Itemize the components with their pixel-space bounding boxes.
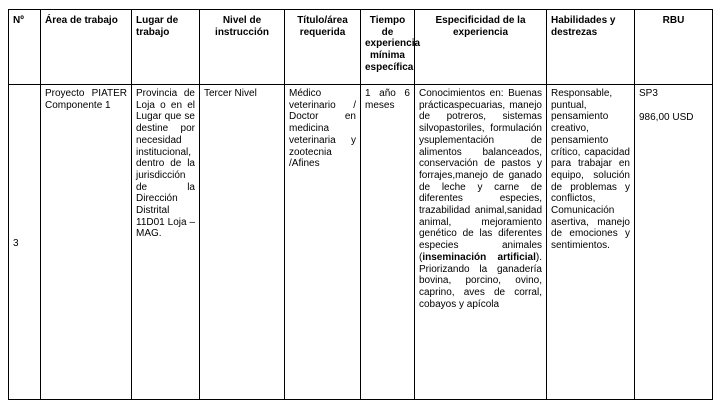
requirements-table <box>8 9 713 400</box>
header-area-trabajo: Área de trabajo <box>41 10 132 85</box>
header-habilidades: Habilidades y destrezas <box>547 10 635 85</box>
header-especificidad: Especificidad de la experiencia <box>415 10 547 85</box>
header-tiempo-experiencia: Tiempo de experiencia mínima específica <box>361 10 415 85</box>
header-row <box>9 10 713 85</box>
cell-rbu <box>635 85 713 400</box>
cell-numero: 3 <box>9 85 41 400</box>
experiencia-text-end: ). Priorizando la ganadería bovina, porcino, ovino, caprino, aves de corral, cobayos y apícola <box>419 251 542 310</box>
cell-tiempo: 1 año 6 meses <box>361 85 415 400</box>
header-rbu: RBU <box>635 10 713 85</box>
header-nivel-instruccion: Nivel de instrucción <box>200 10 285 85</box>
cell-experiencia <box>415 85 547 400</box>
table-row <box>9 85 713 400</box>
cell-nivel: Tercer Nivel <box>200 85 285 400</box>
header-lugar-trabajo: Lugar de trabajo <box>132 10 200 85</box>
experiencia-bold: inseminación artificial <box>422 251 536 263</box>
rbu-code: SP3 <box>639 88 658 99</box>
cell-lugar: Provincia de Loja o en el Lugar que se destine por necesidad institucional, dentro de la jurisdicción de la Dirección Distrital 11D01 Loja – MAG. <box>132 85 200 400</box>
header-numero: Nº <box>9 10 41 85</box>
rbu-amount: 986,00 USD <box>639 111 694 123</box>
cell-area: Proyecto PIATER Componente 1 <box>41 85 132 400</box>
cell-titulo: Médico veterinario / Doctor en medicina veterinaria y zootecnia /Afines <box>285 85 361 400</box>
cell-habilidades: Responsable, puntual, pensamiento creativo, pensamiento crítico, capacidad para trabajar en equipo, solución de problemas y conflictos, Comunicación asertiva, manejo de emociones y sentimientos. <box>547 85 635 400</box>
header-titulo-area: Título/área requerida <box>285 10 361 85</box>
experiencia-text: Conocimientos en: Buenas prácticaspecuarias, manejo de potreros, sistemas silvopastoriles, formulación ysuplementación de alimentos balanceados, conservación de pastos y forrajes,manejo de ganado de leche y carne de diferentes especies, trazabilidad animal,sanidad animal, mejoramiento genético de las diferentes especies animales ( <box>419 88 542 263</box>
